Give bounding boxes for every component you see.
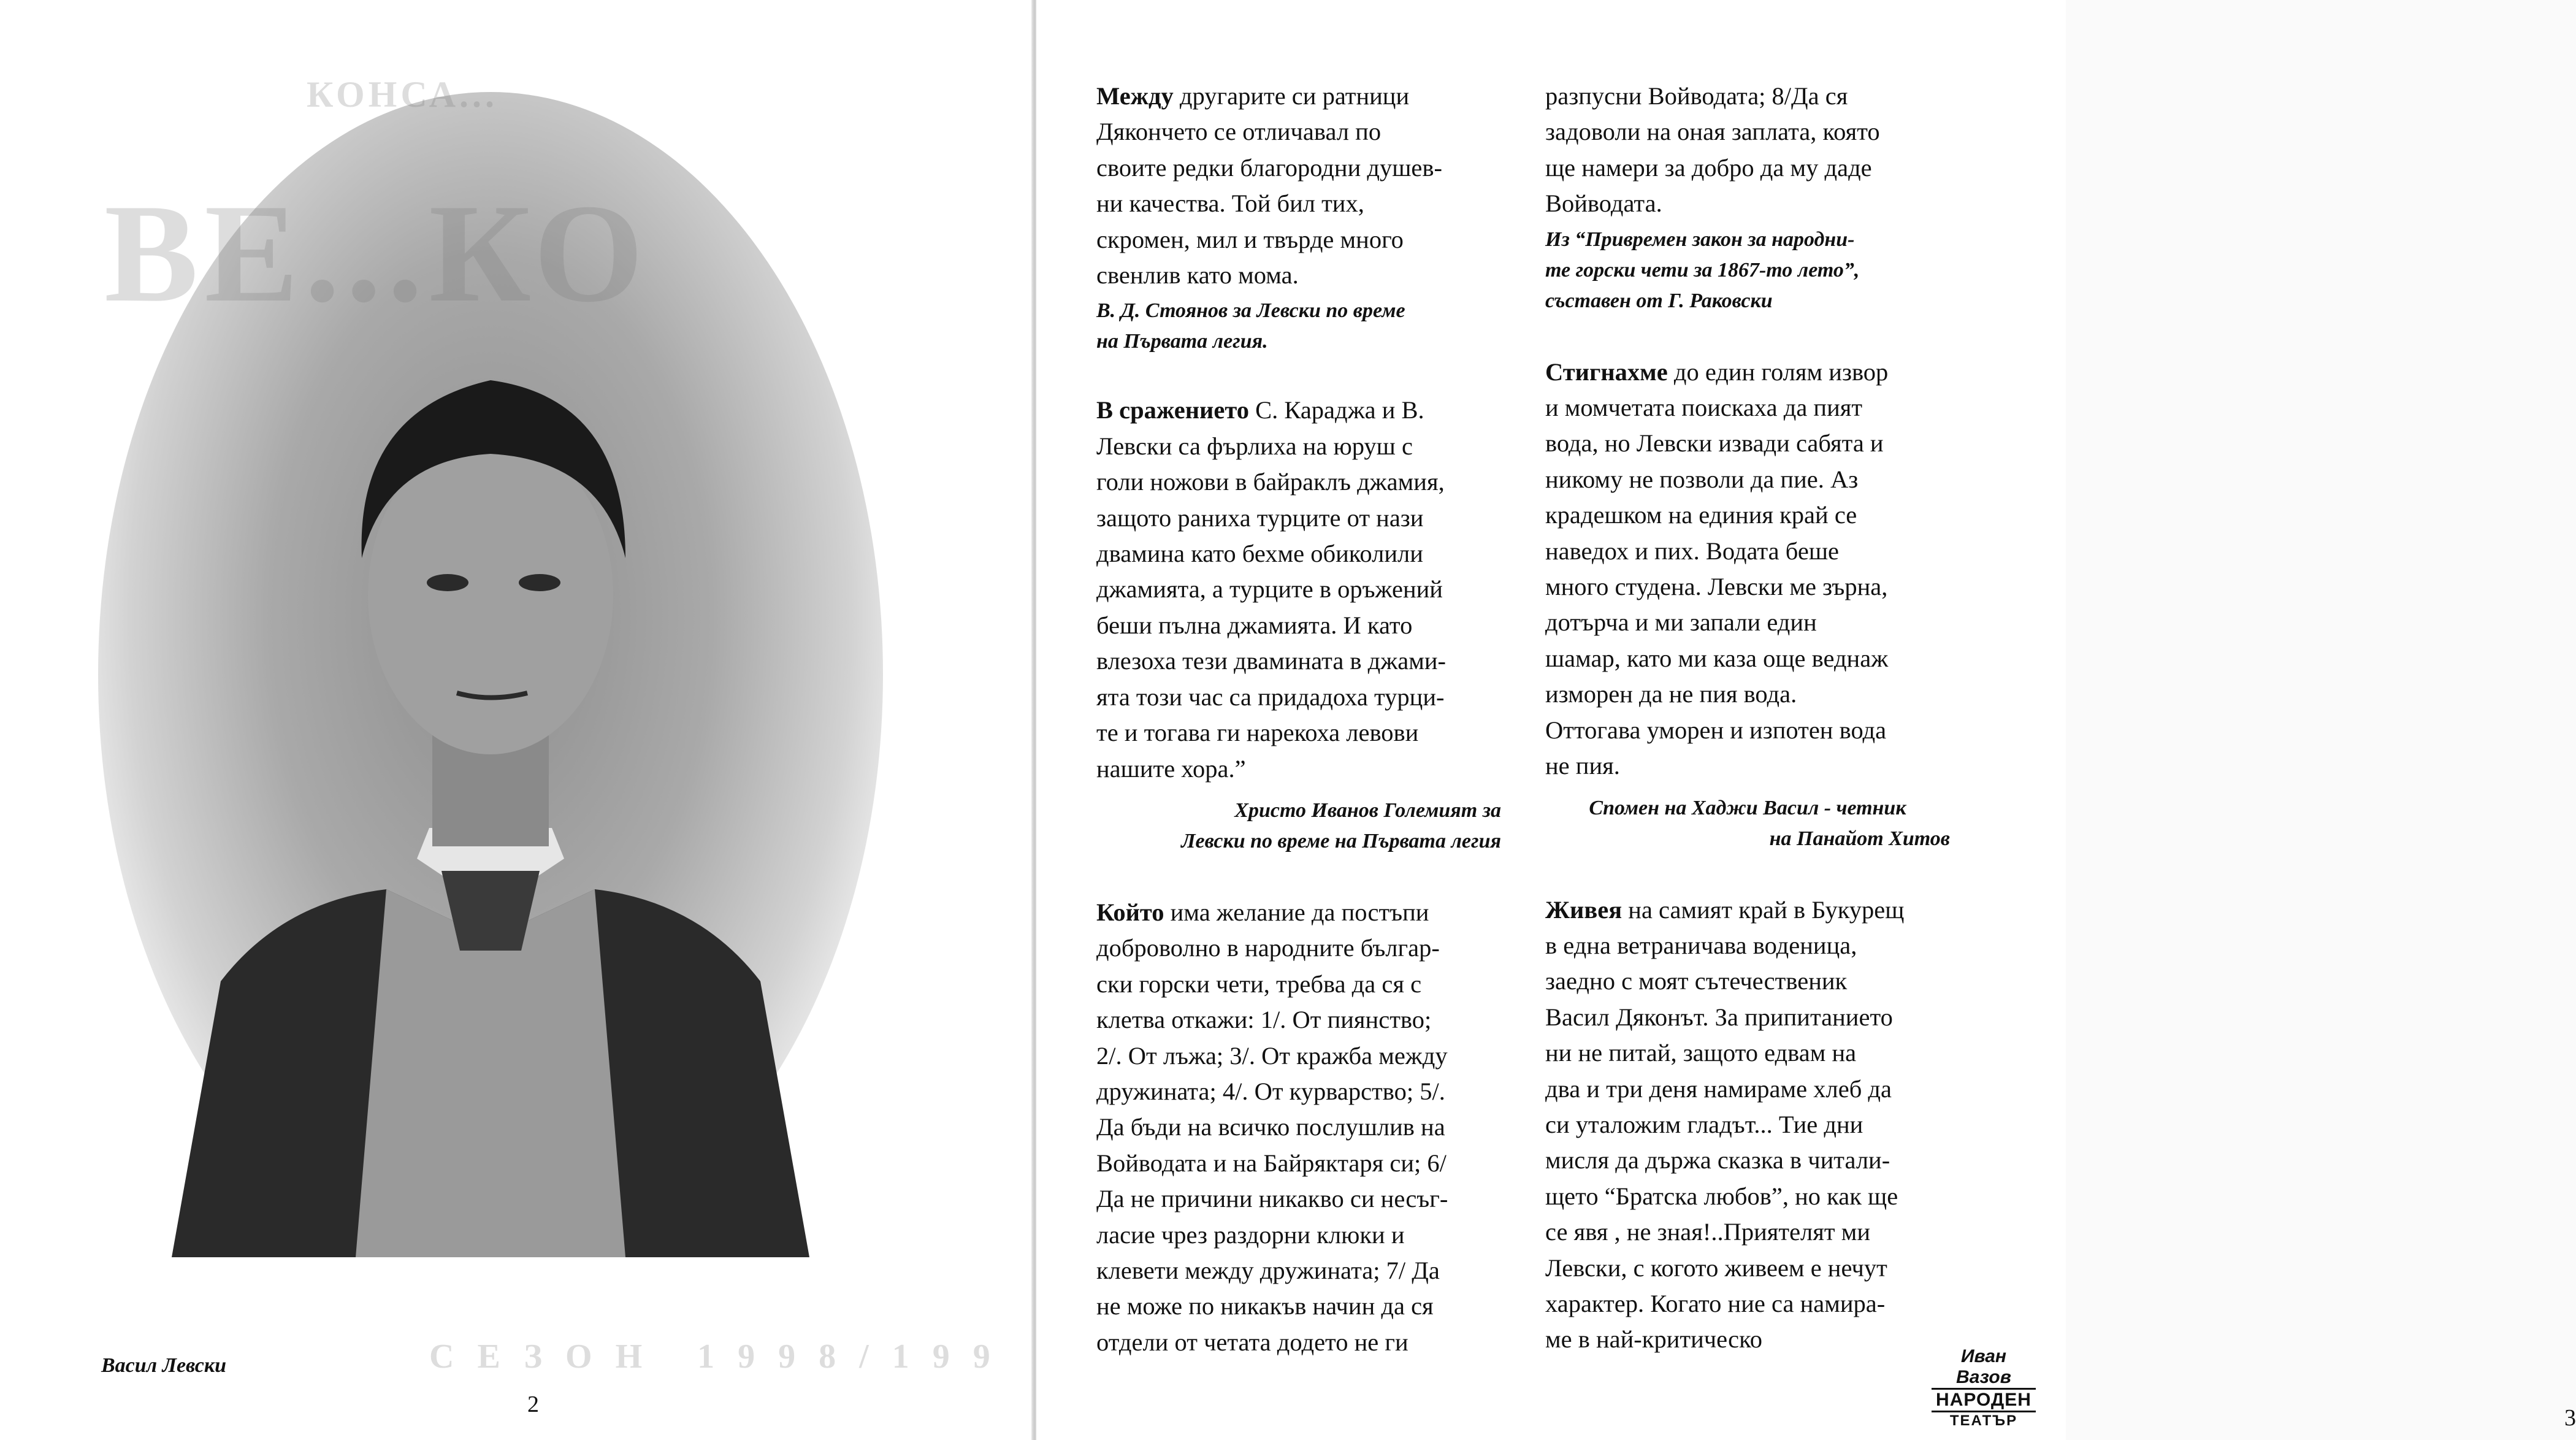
line: не може по никакъв начин да ся <box>1096 1292 1434 1320</box>
line: С. Караджа и В. <box>1248 396 1424 424</box>
ghost-title: ВЕ...КО <box>104 175 650 331</box>
line: задоволи на оная заплата, която <box>1545 118 1880 146</box>
line: беши пълна джамията. И като <box>1096 611 1413 639</box>
line: има желание да постъпи <box>1164 898 1429 926</box>
line: двамина като бехме обиколили <box>1096 540 1423 568</box>
line: вода, но Левски извади сабята и <box>1545 429 1884 458</box>
line: щето “Братска любов”, но как ще <box>1545 1182 1898 1210</box>
attribution <box>1545 793 1950 854</box>
line: дружината; 4/. От курварство; 5/. <box>1096 1077 1445 1105</box>
photo-caption: Васил Левски <box>101 1354 227 1377</box>
ghost-season: СЕЗОН 1998/199 <box>429 1338 1014 1376</box>
line: другарите си ратници <box>1173 82 1410 110</box>
line: характер. Когато ние са намира- <box>1545 1289 1886 1317</box>
line: Да не причини никакво си несъг- <box>1096 1185 1448 1213</box>
line: защото раниха турците от нази <box>1096 504 1424 532</box>
paragraph-between <box>1096 79 1501 293</box>
line: Войводата. <box>1545 190 1662 218</box>
line: ме в най-критическо <box>1545 1325 1762 1354</box>
line: голи ножови в байраклъ джамия, <box>1096 468 1445 496</box>
line: те и тогава ги нарекоха левови <box>1096 719 1419 747</box>
attr-line: Из “Привремен закон за народни- <box>1545 228 1855 251</box>
lead-word: Стигнахме <box>1545 358 1668 386</box>
line: нашите хора.” <box>1096 754 1246 783</box>
lead-word: Живея <box>1545 895 1622 924</box>
line: и момчетата поискаха да пият <box>1545 394 1863 422</box>
attr-line: Спомен на Хаджи Васил - четник <box>1589 796 1906 819</box>
paragraph-spring <box>1545 354 1950 784</box>
line: два и три деня намираме хлеб да <box>1545 1074 1892 1103</box>
line: ски горски чети, требва да ся с <box>1096 970 1422 998</box>
line: на самият край в Букурещ <box>1622 895 1905 924</box>
page-number-left: 2 <box>527 1392 539 1417</box>
logo-title: НАРОДЕН <box>1932 1388 2036 1412</box>
ghost-heading: КОНСА... <box>307 74 499 115</box>
line: Дякончето се отличавал по <box>1096 118 1382 146</box>
line: изморен да не пия вода. <box>1545 680 1797 708</box>
attr-line: на Панайот Хитов <box>1769 827 1950 850</box>
line: не пия. <box>1545 752 1620 780</box>
line: Войводата и на Байряктаря си; 6/ <box>1096 1149 1447 1177</box>
line: Левски, с когото живеем е нечут <box>1545 1254 1887 1282</box>
lead-word: Между <box>1096 82 1174 110</box>
attr-line: те горски чети за 1867-то лето”, <box>1545 258 1860 281</box>
line: скромен, мил и твърде много <box>1096 225 1404 253</box>
paragraph-law-end <box>1545 79 1950 222</box>
attribution <box>1096 296 1501 357</box>
line: свенлив като мома. <box>1096 261 1299 289</box>
line: в една ветраничава воденица, <box>1545 931 1857 959</box>
line: отдели от четата додето не ги <box>1096 1328 1408 1356</box>
line: заедно с моят сътечественик <box>1545 967 1848 995</box>
line: клетва откажи: 1/. От пиянство; <box>1096 1006 1432 1034</box>
line: ще намери за добро да му даде <box>1545 153 1872 182</box>
line: много студена. Левски ме зърна, <box>1545 573 1888 601</box>
line: 2/. От лъжа; 3/. От кражба между <box>1096 1041 1448 1070</box>
theatre-logo <box>1932 1346 2036 1429</box>
attr-line: В. Д. Стоянов за Левски по време <box>1096 299 1405 323</box>
line: разпусни Войводата; 8/Да ся <box>1545 82 1848 110</box>
line: ни не питай, защото едвам на <box>1545 1039 1857 1067</box>
line: доброволно в народните българ- <box>1096 934 1440 962</box>
line: своите редки благородни душев- <box>1096 153 1442 182</box>
page-number-right: 3 <box>2564 1405 2576 1431</box>
line: мисля да държа сказка в читали- <box>1545 1146 1890 1174</box>
line: шамар, като ми каза още веднаж <box>1545 644 1889 672</box>
text-column-2 <box>1545 79 1950 1358</box>
line: ласие чрез раздорни клюки и <box>1096 1220 1405 1249</box>
line: Да бъди на всичко послушлив на <box>1096 1113 1445 1141</box>
line: ни качества. Той бил тих, <box>1096 190 1364 218</box>
line: клевети между дружината; 7/ Да <box>1096 1256 1440 1284</box>
attr-line: на Първата легия. <box>1096 330 1268 353</box>
attr-line: Христо Иванов Големият за <box>1234 799 1501 822</box>
paragraph-oath <box>1096 895 1501 1360</box>
text-column-1 <box>1096 79 1501 1360</box>
line: крадешком на единия край се <box>1545 501 1857 529</box>
line: ята този час са придадоха турци- <box>1096 683 1445 711</box>
line: Левски са фърлиха на юруш с <box>1096 432 1413 460</box>
line: никому не позволи да пие. Аз <box>1545 465 1859 493</box>
left-page <box>0 0 1033 1440</box>
line: влезоха тези двамината в джами- <box>1096 647 1447 675</box>
logo-subtitle: ТЕАТЪР <box>1949 1412 2018 1429</box>
line: наведох и пих. Водата беше <box>1545 537 1839 565</box>
paragraph-battle <box>1096 393 1501 786</box>
lead-word: В сражението <box>1096 396 1249 424</box>
attr-line: Левски по време на Първата легия <box>1181 829 1501 852</box>
line: джамията, а турците в оръжений <box>1096 575 1443 603</box>
line: дотърча и ми запали един <box>1545 608 1817 637</box>
attribution <box>1096 795 1501 857</box>
paragraph-bucharest <box>1545 892 1950 1358</box>
logo-signature: Иван Вазов <box>1956 1346 2011 1387</box>
line: до един голям извор <box>1667 358 1889 386</box>
attr-line: съставен от Г. Раковски <box>1545 289 1773 312</box>
line: Васил Дяконът. За припитанието <box>1545 1003 1893 1031</box>
line: се явя , не зная!..Приятелят ми <box>1545 1218 1871 1246</box>
lead-word: Който <box>1096 898 1164 926</box>
attribution <box>1545 224 1950 316</box>
line: си уталожим гладът... Тие дни <box>1545 1110 1863 1138</box>
line: Оттогава уморен и изпотен вода <box>1545 716 1887 744</box>
